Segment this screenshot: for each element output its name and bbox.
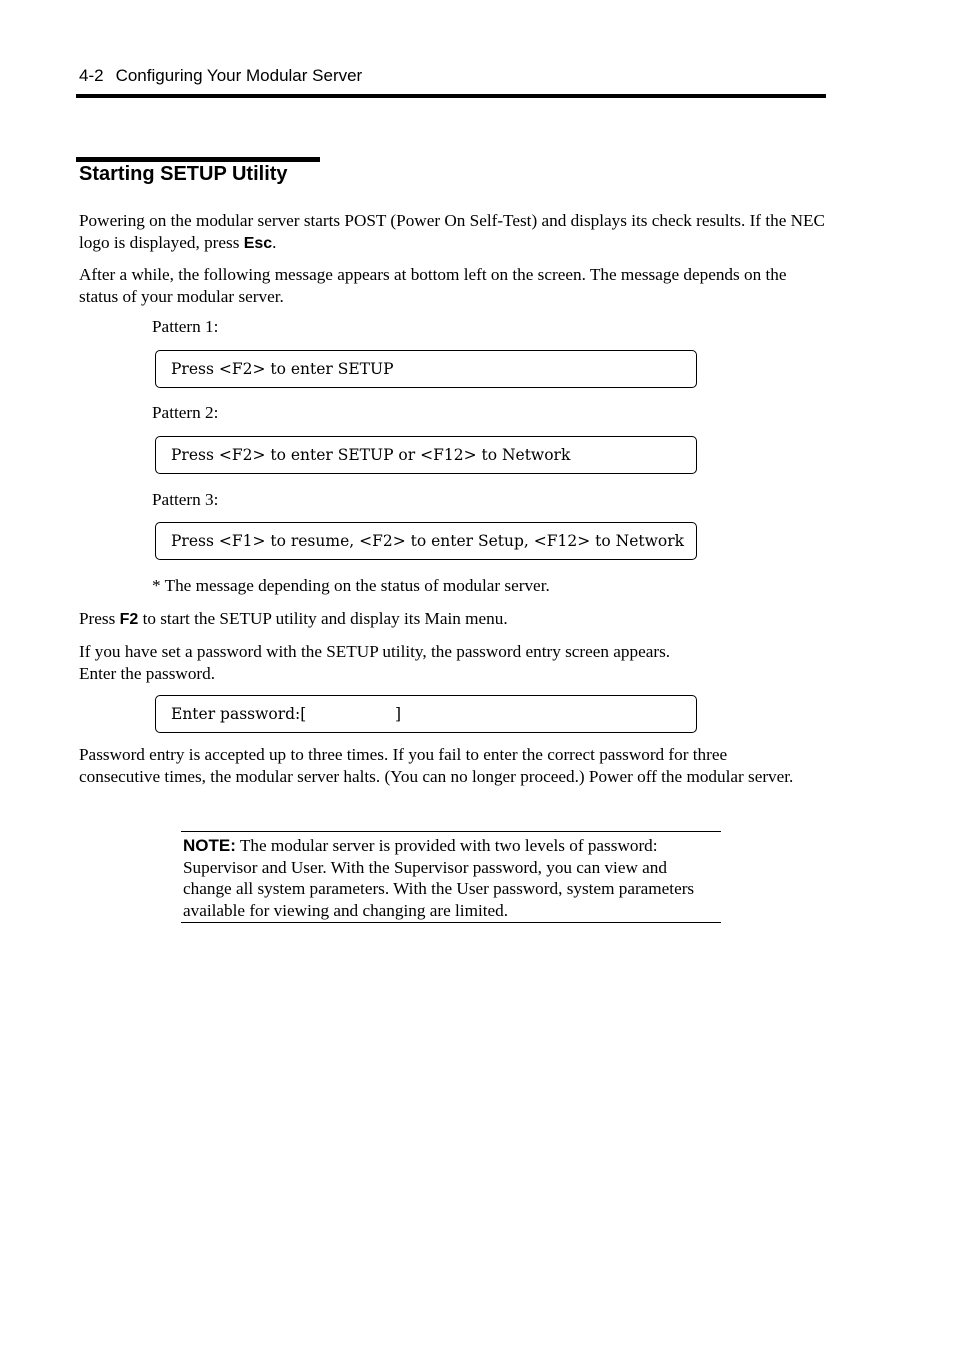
pattern-1-message-box: Press <F2> to enter SETUP [155, 350, 697, 388]
paragraph-message-info: After a while, the following message appears at bottom left on the screen. The message depends on the status of your modular server. [79, 265, 787, 306]
paragraph-post [79, 210, 829, 254]
note-label: NOTE: [183, 836, 236, 855]
pattern-1-label: Pattern 1: [152, 317, 219, 336]
header-rule [76, 94, 826, 98]
note-text: The modular server is provided with two levels of password: Supervisor and User. With the Supervisor password, you can view and change all system parameters. With the User password, system parameters available for viewing and changing are limited. [183, 836, 695, 920]
pattern-3-message-box: Press <F1> to resume, <F2> to enter Setup, <F12> to Network [155, 522, 697, 560]
pattern-2-label: Pattern 2: [152, 403, 219, 422]
press-f2-pre: Press [79, 609, 120, 628]
password-intro-line-2: Enter the password. [79, 663, 216, 683]
footnote: * The message depending on the status of modular server. [152, 576, 550, 595]
paragraph-password-intro [79, 641, 829, 684]
section-title: Starting SETUP Utility [79, 163, 288, 185]
paragraph-password-attempts: Password entry is accepted up to three times. If you fail to enter the correct password for three consecutive times, the modular server halts. (You can no longer proceed.) Power off the modular server. [79, 745, 794, 786]
running-header [79, 66, 362, 86]
esc-key: Esc [243, 234, 273, 252]
paragraph-post-text: Powering on the modular server starts POST (Power On Self-Test) and displays its check results. If the NEC logo is displayed, press [79, 211, 826, 252]
pattern-2-message-box: Press <F2> to enter SETUP or <F12> to Network [155, 436, 697, 474]
paragraph-post-end: . [272, 232, 277, 252]
note-box [181, 831, 721, 923]
password-entry-box: Enter password:[ ] [155, 695, 697, 733]
password-intro-line-1: If you have set a password with the SETUP utility, the password entry screen appears. [79, 642, 671, 661]
section-title-bar [76, 157, 320, 162]
pattern-3-label: Pattern 3: [152, 490, 219, 509]
press-f2-post: to start the SETUP utility and display its Main menu. [138, 609, 508, 628]
f2-key: F2 [119, 611, 139, 628]
paragraph-press-f2 [79, 608, 829, 631]
chapter-title: Configuring Your Modular Server [115, 66, 363, 85]
page-number: 4-2 [79, 66, 104, 85]
